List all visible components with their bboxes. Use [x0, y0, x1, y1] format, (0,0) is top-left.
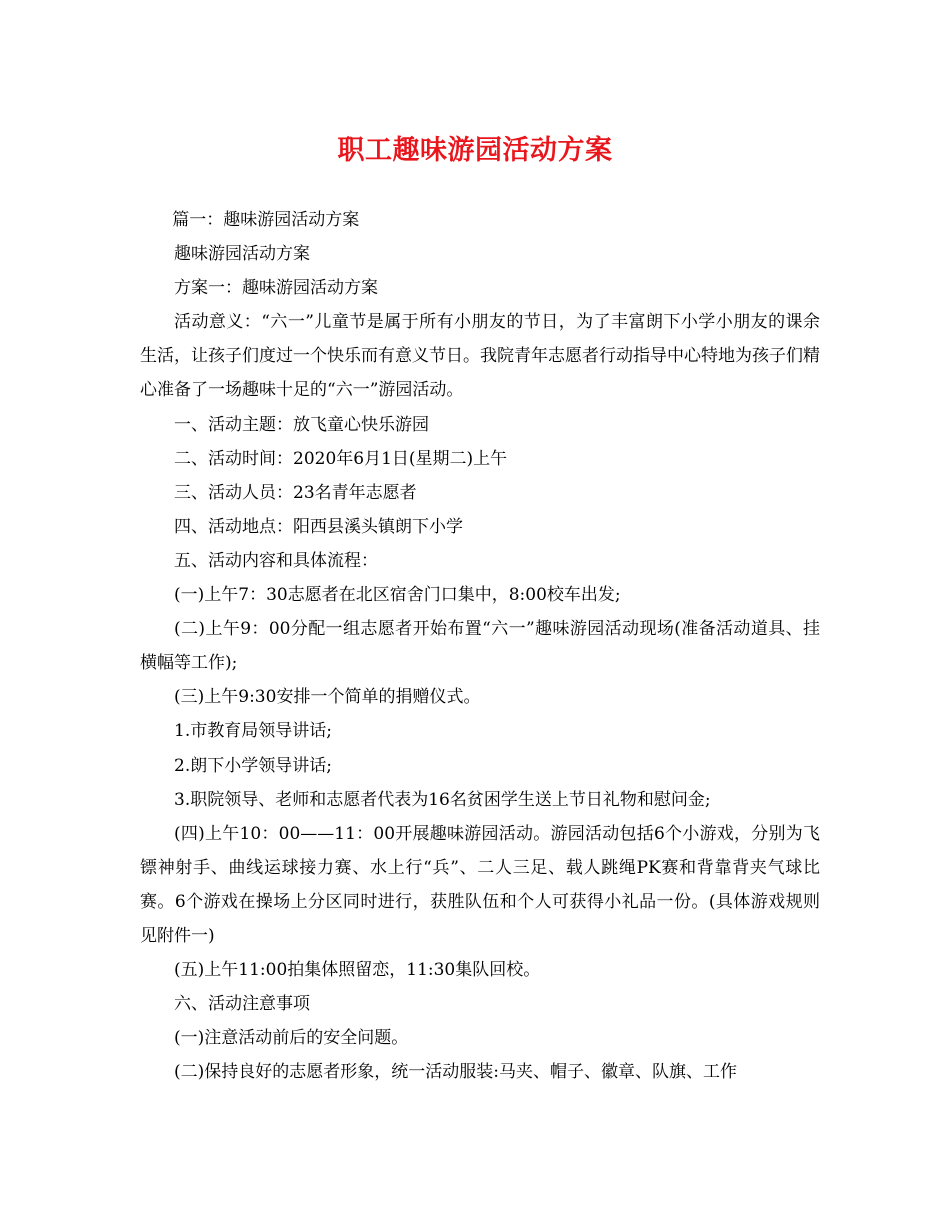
document-body: [140, 203, 820, 1089]
paragraph-significance: 活动意义：“六一”儿童节是属于所有小朋友的节日，为了丰富朗下小学小朋友的课余生活，让孩子们度过一个快乐而有意义节日。我院青年志愿者行动指导中心特地为孩子们精心准备了一场趣味十足的“六一”游园活动。: [140, 312, 820, 401]
paragraph-step-3: (三)上午9:30安排一个简单的捐赠仪式。: [174, 687, 481, 708]
paragraph-note-1: (一)注意活动前后的安全问题。: [174, 1028, 409, 1049]
paragraph-notes-heading: 六、活动注意事项: [174, 994, 310, 1015]
paragraph-location: 四、活动地点：阳西县溪头镇朗下小学: [174, 516, 463, 537]
paragraph-subtitle: 趣味游园活动方案: [174, 244, 310, 265]
document-title: 职工趣味游园活动方案: [337, 135, 613, 166]
paragraph-participants: 三、活动人员：23名青年志愿者: [174, 482, 417, 503]
paragraph-section-heading: 篇一：趣味游园活动方案: [172, 210, 360, 230]
paragraph-step-4: (四)上午10：00——11：00开展趣味游园活动。游园活动包括6个小游戏，分别为飞镖神射手、曲线运球接力赛、水上行“兵”、二人三足、载人跳绳PK赛和背靠背夹气球比赛。6个游戏在操场上分区同时进行，获胜队伍和个人可获得小礼品一份。(具体游戏规则见附件一): [140, 823, 820, 946]
paragraph-plan-heading: 方案一：趣味游园活动方案: [174, 278, 378, 299]
paragraph-theme: 一、活动主题：放飞童心快乐游园: [174, 414, 429, 435]
paragraph-item-2: 2.朗下小学领导讲话;: [174, 755, 332, 776]
paragraph-time: 二、活动时间：2020年6月1日(星期二)上午: [174, 448, 508, 469]
paragraph-step-5: (五)上午11:00拍集体照留恋，11:30集队回校。: [174, 960, 541, 981]
paragraph-step-1: (一)上午7：30志愿者在北区宿舍门口集中，8:00校车出发;: [174, 585, 621, 606]
paragraph-step-2: (二)上午9：00分配一组志愿者开始布置“六一”趣味游园活动现场(准备活动道具、挂横幅等工作);: [140, 619, 820, 674]
paragraph-item-1: 1.市教育局领导讲话;: [174, 721, 332, 742]
paragraph-content-heading: 五、活动内容和具体流程：: [174, 550, 378, 571]
paragraph-item-3: 3.职院领导、老师和志愿者代表为16名贫困学生送上节日礼物和慰问金;: [174, 789, 711, 810]
paragraph-note-2: (二)保持良好的志愿者形象，统一活动服装:马夹、帽子、徽章、队旗、工作: [174, 1062, 737, 1083]
